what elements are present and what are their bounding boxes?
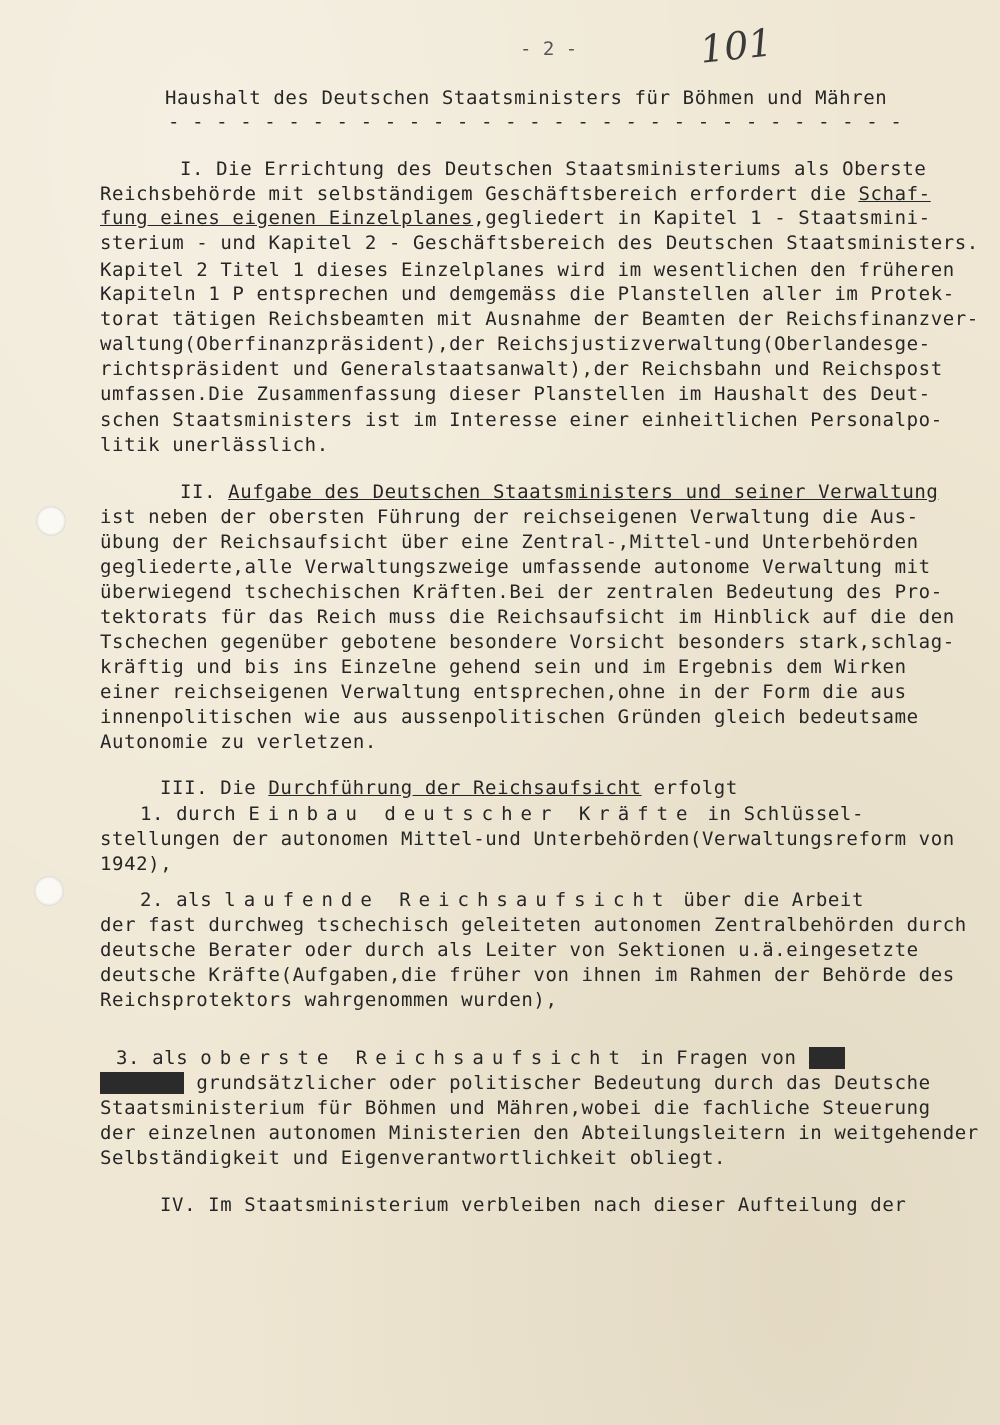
text-line: III. Die Durchführung der Reichsaufsicht erfolgt bbox=[160, 777, 738, 799]
text-line: deutsche Berater oder durch als Leiter von Sektionen u.ä.eingesetzte bbox=[100, 939, 919, 961]
text-line: gegliederte,alle Verwaltungszweige umfassende autonome Verwaltung mit bbox=[100, 556, 931, 578]
text-line: deutsche Kräfte(Aufgaben,die früher von ihnen im Rahmen der Behörde des bbox=[100, 964, 955, 986]
struck-out-word: XXX bbox=[808, 1047, 845, 1069]
text-line: ist neben der obersten Führung der reichseigenen Verwaltung die Aus- bbox=[100, 506, 919, 528]
text-line: I. Die Errichtung des Deutschen Staatsministeriums als Oberste bbox=[180, 158, 927, 180]
text-line: richtspräsident und Generalstaatsanwalt),der Reichsbahn und Reichspost bbox=[100, 358, 943, 380]
text-line: 3. als oberste Reichsaufsicht in Fragen von XXX bbox=[116, 1047, 845, 1069]
struck-out-word: XXXXXXX bbox=[100, 1072, 185, 1094]
text-line: 2. als laufende Reichsaufsicht über die Arbeit bbox=[140, 889, 865, 911]
punch-hole bbox=[34, 876, 64, 906]
text-line: waltung(Oberfinanzpräsident),der Reichsjustizverwaltung(Oberlandesge- bbox=[100, 333, 931, 355]
text-line: 1. durch Einbau deutscher Kräfte in Schlüssel- bbox=[140, 803, 865, 825]
text-line: kräftig und bis ins Einzelne gehend sein und im Ergebnis dem Wirken bbox=[100, 656, 907, 678]
text-line: überwiegend tschechischen Kräften.Bei der zentralen Bedeutung des Pro- bbox=[100, 581, 943, 603]
text-line: torat tätigen Reichsbeamten mit Ausnahme der Beamten der Reichsfinanzver- bbox=[100, 308, 979, 330]
text-line: litik unerlässlich. bbox=[100, 434, 329, 456]
text-line: Tschechen gegenüber gebotene besondere Vorsicht besonders stark,schlag- bbox=[100, 631, 955, 653]
text-line: Staatsministerium für Böhmen und Mähren,wobei die fachliche Steuerung bbox=[100, 1097, 931, 1119]
text-line: innenpolitischen wie aus aussenpolitischen Gründen gleich bedeutsame bbox=[100, 706, 919, 728]
text-line: Reichsprotektors wahrgenommen wurden), bbox=[100, 989, 558, 1011]
text-line: Kapiteln 1 P entsprechen und demgemäss die Planstellen aller im Protek- bbox=[100, 283, 955, 305]
text-line: tektorats für das Reich muss die Reichsaufsicht im Hinblick auf die den bbox=[100, 606, 955, 628]
text-line: schen Staatsministers ist im Interesse einer einheitlichen Personalpo- bbox=[100, 409, 943, 431]
heading-rule: - - - - - - - - - - - - - - - - - - - - - - - - - - - - - - - bbox=[168, 111, 903, 133]
text-line: umfassen.Die Zusammenfassung dieser Planstellen im Haushalt des Deut- bbox=[100, 383, 931, 405]
text-line: IV. Im Staatsministerium verbleiben nach dieser Aufteilung der bbox=[160, 1194, 907, 1216]
text-line: II. Aufgabe des Deutschen Staatsministers und seiner Verwaltung bbox=[180, 481, 939, 503]
text-line: 1942), bbox=[100, 853, 173, 875]
page-number: - 2 - bbox=[520, 38, 578, 60]
text-line: stellungen der autonomen Mittel-und Unterbehörden(Verwaltungsreform von bbox=[100, 828, 955, 850]
document-heading: Haushalt des Deutschen Staatsministers für Böhmen und Mähren bbox=[165, 87, 888, 109]
text-line: sterium - und Kapitel 2 - Geschäftsbereich des Deutschen Staatsministers. bbox=[100, 232, 979, 254]
text-line: übung der Reichsaufsicht über eine Zentral-,Mittel-und Unterbehörden bbox=[100, 531, 919, 553]
text-line: der einzelnen autonomen Ministerien den Abteilungsleitern in weitgehender bbox=[100, 1122, 979, 1144]
text-line: Selbständigkeit und Eigenverantwortlichkeit obliegt. bbox=[100, 1147, 727, 1169]
text-line: der fast durchweg tschechisch geleiteten autonomen Zentralbehörden durch bbox=[100, 914, 967, 936]
text-line: Autonomie zu verletzen. bbox=[100, 731, 377, 753]
text-line: Reichsbehörde mit selbständigem Geschäftsbereich erfordert die Schaf- bbox=[100, 183, 931, 205]
handwritten-folio: 101 bbox=[697, 20, 775, 72]
text-line: Kapitel 2 Titel 1 dieses Einzelplanes wird im wesentlichen den früheren bbox=[100, 259, 955, 281]
text-line: XXXXXXX grundsätzlicher oder politischer Bedeutung durch das Deutsche bbox=[100, 1072, 931, 1094]
text-line: fung eines eigenen Einzelplanes,gegliedert in Kapitel 1 - Staatsmini- bbox=[100, 207, 931, 229]
punch-hole bbox=[36, 506, 66, 536]
text-line: einer reichseigenen Verwaltung entsprechen,ohne in der Form die aus bbox=[100, 681, 907, 703]
